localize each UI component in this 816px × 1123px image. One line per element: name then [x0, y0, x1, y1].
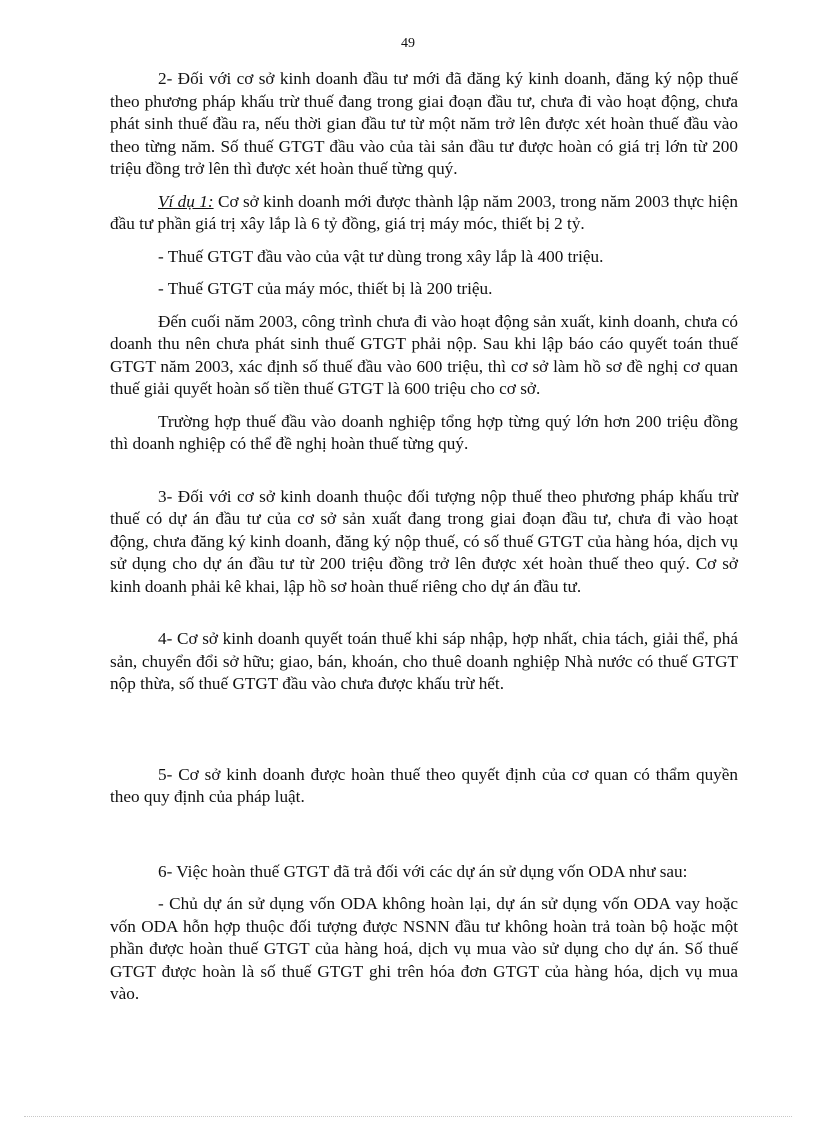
- page-number: 49: [401, 36, 415, 51]
- example-1-text: Cơ sở kinh doanh mới được thành lập năm 2003, trong năm 2003 thực hiện đầu tư phần giá trị xây lắp là 6 tỷ đồng, giá trị máy móc, thiết bị 2 tỷ.: [110, 191, 738, 233]
- end-2003-paragraph: Đến cuối năm 2003, công trình chưa đi vào hoạt động sản xuất, kinh doanh, chưa có doanh thu nên chưa phát sinh thuế GTGT phải nộp. Sau khi lập báo cáo quyết toán thuế GTGT năm 2003, xác định số thuế đầu vào 600 triệu, thì cơ sở làm hồ sơ đề nghị cơ quan thuế giải quyết hoàn số tiền thuế GTGT là 600 triệu cho cơ sở.: [110, 311, 738, 398]
- section-4-paragraph: 4- Cơ sở kinh doanh quyết toán thuế khi sáp nhập, hợp nhất, chia tách, giải thể, phá sản, chuyển đổi sở hữu; giao, bán, khoán, cho thuê doanh nghiệp Nhà nước có thuế GTGT nộp thừa, số thuế GTGT đầu vào chưa được khấu trừ hết.: [110, 629, 738, 693]
- document-body: [110, 68, 738, 1006]
- section-5-paragraph: 5- Cơ sở kinh doanh được hoàn thuế theo quyết định của cơ quan có thẩm quyền theo quy định của pháp luật.: [110, 764, 738, 806]
- section-6-oda-bullet: - Chủ dự án sử dụng vốn ODA không hoàn lại, dự án sử dụng vốn ODA vay hoặc vốn ODA hỗn hợp thuộc đối tượng được NSNN đầu tư không hoàn trả toàn bộ hoặc một phần được hoàn thuế GTGT của hàng hoá, dịch vụ mua vào sử dụng cho dự án. Số thuế GTGT được hoàn là số thuế GTGT ghi trên hóa đơn GTGT của hàng hóa, dịch vụ mua vào.: [110, 894, 738, 1003]
- section-6-paragraph: 6- Việc hoàn thuế GTGT đã trả đối với các dự án sử dụng vốn ODA như sau:: [158, 861, 688, 881]
- example-1-label: Ví dụ 1:: [158, 191, 214, 211]
- quarterly-refund-paragraph: Trường hợp thuế đầu vào doanh nghiệp tổng hợp từng quý lớn hơn 200 triệu đồng thì doanh nghiệp có thể đề nghị hoàn thuế từng quý.: [110, 411, 738, 453]
- example-bullet-materials: - Thuế GTGT đầu vào của vật tư dùng trong xây lắp là 400 triệu.: [158, 246, 604, 266]
- example-1-paragraph: [110, 191, 738, 236]
- page-bottom-divider: [24, 1116, 792, 1117]
- example-bullet-machinery: - Thuế GTGT của máy móc, thiết bị là 200 triệu.: [158, 279, 493, 298]
- section-2-paragraph: 2- Đối với cơ sở kinh doanh đầu tư mới đã đăng ký kinh doanh, đăng ký nộp thuế theo phương pháp khấu trừ thuế đang trong giai đoạn đầu tư, chưa đi vào hoạt động, chưa phát sinh thuế đầu ra, nếu thời gian đầu tư từ một năm trở lên được xét hoàn thuế đầu vào theo từng năm. Số thuế GTGT đầu vào của tài sản đầu tư được hoàn có giá trị lớn từ 200 triệu đồng trở lên thì được xét hoàn thuế từng quý.: [110, 69, 738, 178]
- section-3-paragraph: 3- Đối với cơ sở kinh doanh thuộc đối tượng nộp thuế theo phương pháp khấu trừ thuế có dự án đầu tư của cơ sở sản xuất đang trong giai đoạn đầu tư, chưa đi vào hoạt động, chưa đăng ký kinh doanh, đăng ký nộp thuế, có số thuế GTGT của hàng hóa, dịch vụ sử dụng cho dự án đầu tư từ 200 triệu đồng trở lên được xét hoàn thuế theo quý. Cơ sở kinh doanh phải kê khai, lập hồ sơ hoàn thuế riêng cho dự án đầu tư.: [110, 486, 738, 596]
